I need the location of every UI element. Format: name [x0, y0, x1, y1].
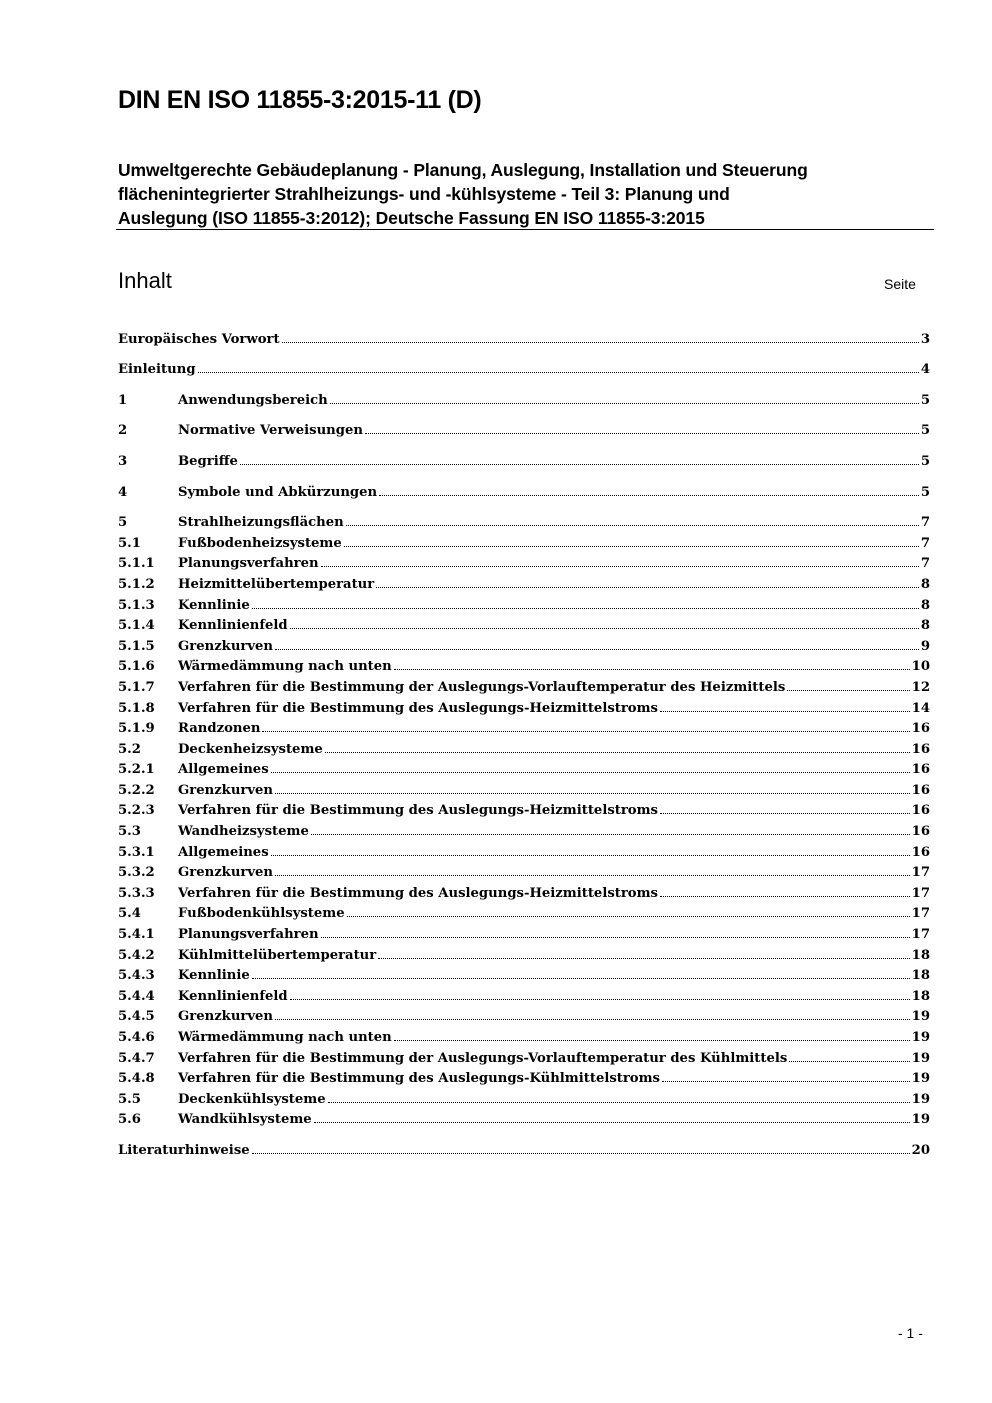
- toc-leader-dots: [328, 1102, 910, 1103]
- title-divider: [116, 229, 934, 230]
- toc-entry[interactable]: [118, 1004, 930, 1025]
- toc-entry-title: Begriffe: [178, 453, 238, 469]
- toc-entry-title: Kennlinienfeld: [178, 988, 288, 1004]
- toc-entry-page: 19: [911, 1091, 930, 1107]
- toc-entry[interactable]: [118, 530, 930, 551]
- toc-entry[interactable]: [118, 551, 930, 572]
- toc-entry-title: Wandkühlsysteme: [178, 1112, 312, 1128]
- toc-entry-title: Deckenkühlsysteme: [178, 1091, 326, 1107]
- toc-entry[interactable]: [118, 942, 930, 963]
- toc-entry-number: 5.4.3: [118, 968, 155, 984]
- toc-leader-dots: [275, 649, 919, 650]
- toc-leader-dots: [275, 875, 910, 876]
- toc-entry-number: 5.3.1: [118, 844, 155, 860]
- toc-leader-dots: [271, 855, 910, 856]
- toc-leader-dots: [311, 834, 910, 835]
- toc-entry-title: Grenzkurven: [178, 865, 273, 881]
- toc-entry-page: 19: [911, 1009, 930, 1025]
- toc-entry[interactable]: [118, 1045, 930, 1066]
- toc-leader-dots: [789, 1061, 909, 1062]
- toc-entry[interactable]: [118, 983, 930, 1004]
- toc-entry-number: 5.2.2: [118, 782, 155, 798]
- toc-leader-dots: [660, 896, 910, 897]
- toc-leader-dots: [252, 978, 910, 979]
- toc-entry-title: Literaturhinweise: [118, 1142, 250, 1158]
- toc-entry-page: 8: [920, 618, 930, 634]
- toc-entry[interactable]: [118, 592, 930, 613]
- toc-entry-number: 5.2.1: [118, 762, 155, 778]
- toc-entry-title: Heizmittelübertemperatur: [178, 576, 375, 592]
- toc-entry-page: 3: [920, 331, 930, 347]
- toc-entry[interactable]: [118, 860, 930, 881]
- toc-leader-dots: [314, 1122, 910, 1123]
- subtitle-line: flächenintegrierter Strahlheizungs- und -kühlsysteme - Teil 3: Planung und: [118, 184, 730, 204]
- toc-entry-title: Verfahren für die Bestimmung des Auslegungs-Heizmittelstroms: [178, 700, 658, 716]
- toc-entry-number: 3: [118, 453, 128, 469]
- toc-entry-page: 9: [920, 638, 930, 654]
- toc-entry-title: Wärmedämmung nach unten: [178, 659, 392, 675]
- toc-entry-title: Randzonen: [178, 721, 261, 737]
- toc-entry-title: Grenzkurven: [178, 782, 273, 798]
- toc-leader-dots: [376, 587, 919, 588]
- toc-entry-page: 5: [920, 423, 930, 439]
- toc-entry-number: 5.6: [118, 1112, 141, 1128]
- toc-entry-page: 16: [911, 762, 930, 778]
- toc-leader-dots: [660, 813, 910, 814]
- toc-entry-title: Kennlinie: [178, 597, 250, 613]
- toc-entry-number: 5.3: [118, 824, 141, 840]
- toc-entry[interactable]: [118, 448, 930, 469]
- toc-entry-page: 18: [911, 968, 930, 984]
- toc-leader-dots: [787, 690, 909, 691]
- toc-entry[interactable]: [118, 921, 930, 942]
- toc-entry[interactable]: [118, 633, 930, 654]
- toc-entry-number: 5.4.4: [118, 988, 155, 1004]
- toc-entry-title: Anwendungsbereich: [178, 392, 328, 408]
- toc-entry-page: 16: [911, 844, 930, 860]
- toc-heading: Inhalt: [118, 268, 172, 293]
- toc-entry[interactable]: [118, 613, 930, 634]
- toc-entry-title: Strahlheizungsflächen: [178, 515, 344, 531]
- toc-entry-title: Verfahren für die Bestimmung des Auslegungs-Heizmittelstroms: [178, 803, 658, 819]
- toc-entry-number: 5.4.1: [118, 927, 155, 943]
- toc-entry-title: Wandheizsysteme: [178, 824, 309, 840]
- toc-entry-page: 17: [911, 885, 930, 901]
- toc-entry-number: 5.4: [118, 906, 141, 922]
- toc-leader-dots: [325, 752, 910, 753]
- toc-entry[interactable]: [118, 387, 930, 408]
- toc-entry-page: 16: [911, 803, 930, 819]
- toc-entry-number: 5.1.7: [118, 679, 155, 695]
- toc-entry-page: 17: [911, 906, 930, 922]
- toc-entry-title: Verfahren für die Bestimmung der Auslegungs-Vorlauftemperatur des Heizmittels: [178, 679, 786, 695]
- toc-leader-dots: [290, 628, 919, 629]
- toc-entry[interactable]: [118, 736, 930, 757]
- toc-entry[interactable]: [118, 1137, 930, 1158]
- toc-entry-page: 20: [911, 1142, 930, 1158]
- toc-entry-page: 16: [911, 824, 930, 840]
- toc-entry-title: Fußbodenkühlsysteme: [178, 906, 345, 922]
- toc-entry-page: 18: [911, 947, 930, 963]
- toc-leader-dots: [252, 1153, 910, 1154]
- toc-entry-page: 16: [911, 741, 930, 757]
- toc-entry-page: 19: [911, 1030, 930, 1045]
- toc-entry-page: 19: [911, 1071, 930, 1087]
- toc-entry-number: 5.4.2: [118, 947, 155, 963]
- toc-entry-number: 5.4.6: [118, 1030, 155, 1045]
- toc-entry-page: 7: [920, 535, 930, 551]
- toc-entry-page: 10: [911, 659, 930, 675]
- toc-entry-number: 5.3.3: [118, 885, 155, 901]
- toc-leader-dots: [321, 566, 919, 567]
- toc-entry[interactable]: [118, 839, 930, 860]
- toc-entry[interactable]: [118, 418, 930, 439]
- toc-entry-title: Europäisches Vorwort: [118, 331, 280, 347]
- toc-entry-number: 5: [118, 515, 128, 531]
- toc-entry-number: 1: [118, 392, 128, 408]
- toc-entry-title: Grenzkurven: [178, 638, 273, 654]
- toc-entry-page: 16: [911, 721, 930, 737]
- toc-entry-page: 5: [920, 484, 930, 500]
- toc-entry-page: 17: [911, 927, 930, 943]
- toc-entry-page: 5: [920, 453, 930, 469]
- toc-entry-page: 7: [920, 556, 930, 572]
- document-title: DIN EN ISO 11855-3:2015-11 (D): [118, 86, 482, 114]
- toc-entry-number: 2: [118, 423, 128, 439]
- toc-entry-page: 19: [911, 1112, 930, 1128]
- toc-entry-title: Kennlinienfeld: [178, 618, 288, 634]
- toc-entry[interactable]: [118, 1086, 930, 1107]
- toc-entry-title: Allgemeines: [178, 762, 269, 778]
- toc-entry-title: Normative Verweisungen: [178, 423, 363, 439]
- toc-entry[interactable]: [118, 716, 930, 737]
- toc-entry-page: 17: [911, 865, 930, 881]
- toc-leader-dots: [252, 608, 919, 609]
- toc-leader-dots: [660, 711, 910, 712]
- toc-leader-dots: [662, 1081, 910, 1082]
- toc-entry-title: Wärmedämmung nach unten: [178, 1030, 392, 1045]
- toc-entry-title: Verfahren für die Bestimmung des Auslegungs-Heizmittelstroms: [178, 885, 658, 901]
- toc-entry-title: Verfahren für die Bestimmung des Auslegungs-Kühlmittelstroms: [178, 1071, 660, 1087]
- toc-entry-page: 12: [911, 679, 930, 695]
- toc-entry-number: 5.5: [118, 1091, 141, 1107]
- toc-leader-dots: [330, 403, 919, 404]
- toc-entry[interactable]: [118, 510, 930, 531]
- toc-entry-number: 5.1: [118, 535, 141, 551]
- toc-entry[interactable]: [118, 1066, 930, 1087]
- toc-leader-dots: [198, 372, 919, 373]
- toc-entry-page: 8: [920, 576, 930, 592]
- toc-entry[interactable]: [118, 901, 930, 922]
- toc-entry[interactable]: [118, 757, 930, 778]
- toc-entry-title: Verfahren für die Bestimmung der Auslegungs-Vorlauftemperatur des Kühlmittels: [178, 1050, 788, 1066]
- toc-entry[interactable]: [118, 654, 930, 675]
- toc-leader-dots: [240, 464, 919, 465]
- toc-entry[interactable]: [118, 357, 930, 378]
- toc-entry[interactable]: [118, 880, 930, 901]
- toc-entry-number: 5.4.8: [118, 1071, 155, 1087]
- toc-entry[interactable]: [118, 1107, 930, 1128]
- toc-leader-dots: [275, 1019, 910, 1020]
- toc-entry-page: 19: [911, 1050, 930, 1066]
- toc-leader-dots: [271, 772, 910, 773]
- toc-entry[interactable]: [118, 695, 930, 716]
- page-column-label: Seite: [884, 276, 916, 292]
- toc-entry[interactable]: [118, 326, 930, 347]
- toc-entry-page: 5: [920, 392, 930, 408]
- toc-entry-page: 18: [911, 988, 930, 1004]
- toc-entry[interactable]: [118, 798, 930, 819]
- toc-leader-dots: [394, 1040, 910, 1041]
- page-number: - 1 -: [898, 1325, 923, 1341]
- toc-entry-number: 5.3.2: [118, 865, 155, 881]
- toc-entry-title: Deckenheizsysteme: [178, 741, 323, 757]
- toc-entry[interactable]: [118, 1024, 930, 1045]
- toc-entry-page: 16: [911, 782, 930, 798]
- toc-entry[interactable]: [118, 479, 930, 500]
- toc-entry-number: 5.1.9: [118, 721, 155, 737]
- subtitle-line: Auslegung (ISO 11855-3:2012); Deutsche Fassung EN ISO 11855-3:2015: [118, 208, 705, 228]
- toc-leader-dots: [378, 958, 909, 959]
- toc-entry-number: 5.1.8: [118, 700, 155, 716]
- toc-leader-dots: [282, 342, 919, 343]
- subtitle-line: Umweltgerechte Gebäudeplanung - Planung, Auslegung, Installation und Steuerung: [118, 160, 808, 180]
- toc-entry-page: 8: [920, 597, 930, 613]
- toc-leader-dots: [262, 731, 909, 732]
- toc-entry[interactable]: [118, 571, 930, 592]
- toc-leader-dots: [275, 793, 910, 794]
- toc-entry-page: 4: [920, 362, 930, 378]
- toc-entry-number: 5.1.3: [118, 597, 155, 613]
- toc-leader-dots: [394, 669, 910, 670]
- toc-entry-number: 5.1.2: [118, 576, 155, 592]
- toc-entry-title: Planungsverfahren: [178, 556, 319, 572]
- toc-entry-title: Fußbodenheizsysteme: [178, 535, 342, 551]
- toc-entry-number: 5.4.7: [118, 1050, 155, 1066]
- toc-entry-title: Kennlinie: [178, 968, 250, 984]
- toc-entry-number: 5.2: [118, 741, 141, 757]
- toc-leader-dots: [346, 525, 919, 526]
- toc-leader-dots: [379, 495, 919, 496]
- toc-entry[interactable]: [118, 674, 930, 695]
- toc-entry-page: 14: [911, 700, 930, 716]
- toc-entry-title: Allgemeines: [178, 844, 269, 860]
- toc-leader-dots: [347, 916, 910, 917]
- toc-entry-title: Kühlmittelübertemperatur: [178, 947, 377, 963]
- toc-leader-dots: [344, 546, 919, 547]
- toc-entry-number: 4: [118, 484, 128, 500]
- toc-entry-page: 7: [920, 515, 930, 531]
- toc-entry-title: Planungsverfahren: [178, 927, 319, 943]
- toc-entry-title: Grenzkurven: [178, 1009, 273, 1025]
- toc-entry-number: 5.1.5: [118, 638, 155, 654]
- toc-entry-number: 5.4.5: [118, 1009, 155, 1025]
- toc-entry[interactable]: [118, 963, 930, 984]
- toc-entry-number: 5.1.1: [118, 556, 155, 572]
- toc-entry-number: 5.1.6: [118, 659, 155, 675]
- toc-entry[interactable]: [118, 777, 930, 798]
- toc-entry-title: Symbole und Abkürzungen: [178, 484, 378, 500]
- toc-entry[interactable]: [118, 818, 930, 839]
- document-subtitle: [118, 158, 938, 230]
- toc-leader-dots: [290, 999, 910, 1000]
- toc-entry-title: Einleitung: [118, 362, 196, 378]
- toc-leader-dots: [321, 937, 910, 938]
- toc-leader-dots: [365, 433, 919, 434]
- toc-entry-number: 5.1.4: [118, 618, 155, 634]
- toc-entry-number: 5.2.3: [118, 803, 155, 819]
- table-of-contents: [118, 326, 930, 1158]
